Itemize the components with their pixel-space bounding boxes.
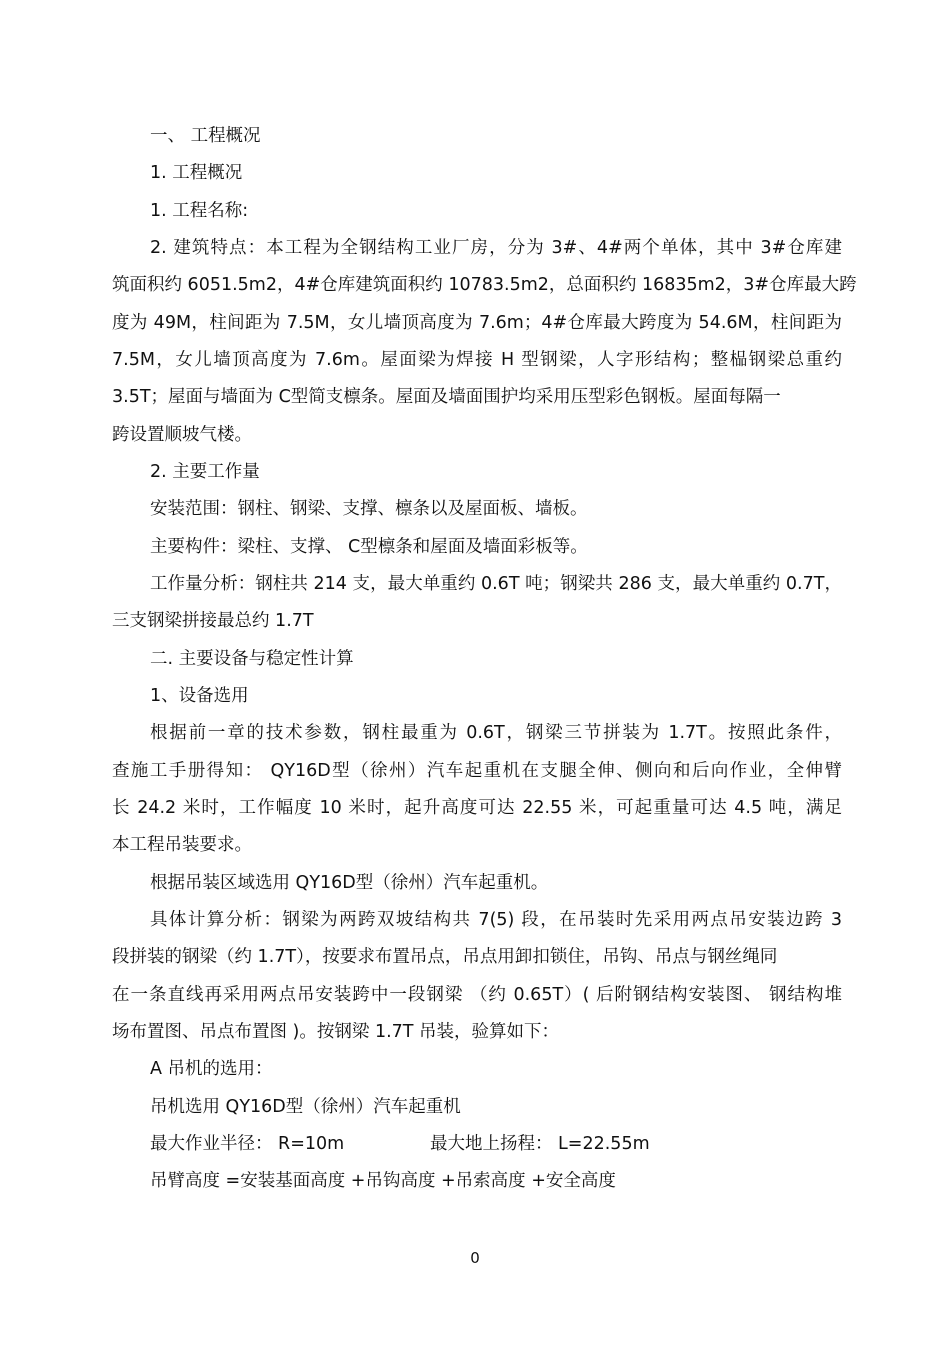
paragraph-line: 7.5M，女儿墙顶高度为 7.6m。屋面梁为焊接 H 型钢梁，人字形结构；整榀钢梁总重约 <box>112 350 842 370</box>
subsection-heading-crane: A 吊机的选用： <box>150 1059 273 1079</box>
paragraph-line: 在一条直线再采用两点吊安装跨中一段钢梁 （约 0.65T）( 后附钢结构安装图、 钢结构堆 <box>112 985 842 1005</box>
paragraph-line: 三支钢梁拼接最总约 1.7T <box>112 611 314 631</box>
paragraph-line: 根据吊装区域选用 QY16D型（徐州）汽车起重机。 <box>150 873 549 893</box>
page-number: 0 <box>470 1249 480 1267</box>
section-heading-1: 一、 工程概况 <box>150 126 261 146</box>
subsection-heading-1-1: 1. 工程概况 <box>150 163 243 183</box>
paragraph-line: 具体计算分析：钢梁为两跨双坡结构共 7(5) 段，在吊装时先采用两点吊安装边跨 3 <box>150 910 842 930</box>
formula-line: 吊臂高度 =安装基面高度 +吊钩高度 +吊索高度 +安全高度 <box>150 1171 616 1191</box>
paragraph-line: 场布置图、吊点布置图 )。按钢梁 1.7T 吊装，验算如下： <box>112 1022 560 1042</box>
paragraph-line: 3.5T；屋面与墙面为 C型简支檩条。屋面及墙面围护均采用压型彩色钢板。屋面每隔一 <box>112 387 781 407</box>
parameter-row <box>150 1132 842 1156</box>
paragraph-line: 查施工手册得知： QY16D型（徐州）汽车起重机在支腿全伸、侧向和后向作业，全伸臂 <box>112 761 842 781</box>
paragraph-line: 本工程吊装要求。 <box>112 835 252 855</box>
paragraph-line: 安装范围：钢柱、钢梁、支撑、檩条以及屋面板、墙板。 <box>150 499 588 519</box>
paragraph-line: 主要构件：梁柱、支撑、 C型檩条和屋面及墙面彩板等。 <box>150 537 588 557</box>
paragraph-line: 长 24.2 米时，工作幅度 10 米时，起升高度可达 22.55 米，可起重量可达 4.5 吨，满足 <box>112 798 842 818</box>
subsection-heading-equipment: 1、设备选用 <box>150 686 249 706</box>
item-project-name: 1. 工程名称: <box>150 201 249 221</box>
paragraph-line: 2. 建筑特点：本工程为全钢结构工业厂房，分为 3#、4#两个单体，其中 3#仓库建 <box>150 238 842 258</box>
paragraph-line: 吊机选用 QY16D型（徐州）汽车起重机 <box>150 1097 461 1117</box>
paragraph-line: 筑面积约 6051.5m2，4#仓库建筑面积约 10783.5m2，总面积约 16835m2，3#仓库最大跨 <box>112 275 857 295</box>
max-lift-height: 最大地上扬程： L=22.55m <box>430 1134 650 1154</box>
section-heading-2: 二. 主要设备与稳定性计算 <box>150 649 354 669</box>
subsection-heading-workload: 2. 主要工作量 <box>150 462 260 482</box>
paragraph-line: 工作量分析：钢柱共 214 支，最大单重约 0.6T 吨；钢梁共 286 支，最大单重约 0.7T， <box>150 574 842 594</box>
paragraph-line: 跨设置顺坡气楼。 <box>112 425 252 445</box>
paragraph-line: 段拼装的钢梁（约 1.7T），按要求布置吊点，吊点用卸扣锁住，吊钩、吊点与钢丝绳同 <box>112 947 778 967</box>
paragraph-line: 度为 49M，柱间距为 7.5M，女儿墙顶高度为 7.6m；4#仓库最大跨度为 54.6M，柱间距为 <box>112 313 842 333</box>
paragraph-line: 根据前一章的技术参数，钢柱最重为 0.6T，钢梁三节拼装为 1.7T。按照此条件， <box>150 723 842 743</box>
max-working-radius: 最大作业半径： R=10m <box>150 1134 345 1154</box>
